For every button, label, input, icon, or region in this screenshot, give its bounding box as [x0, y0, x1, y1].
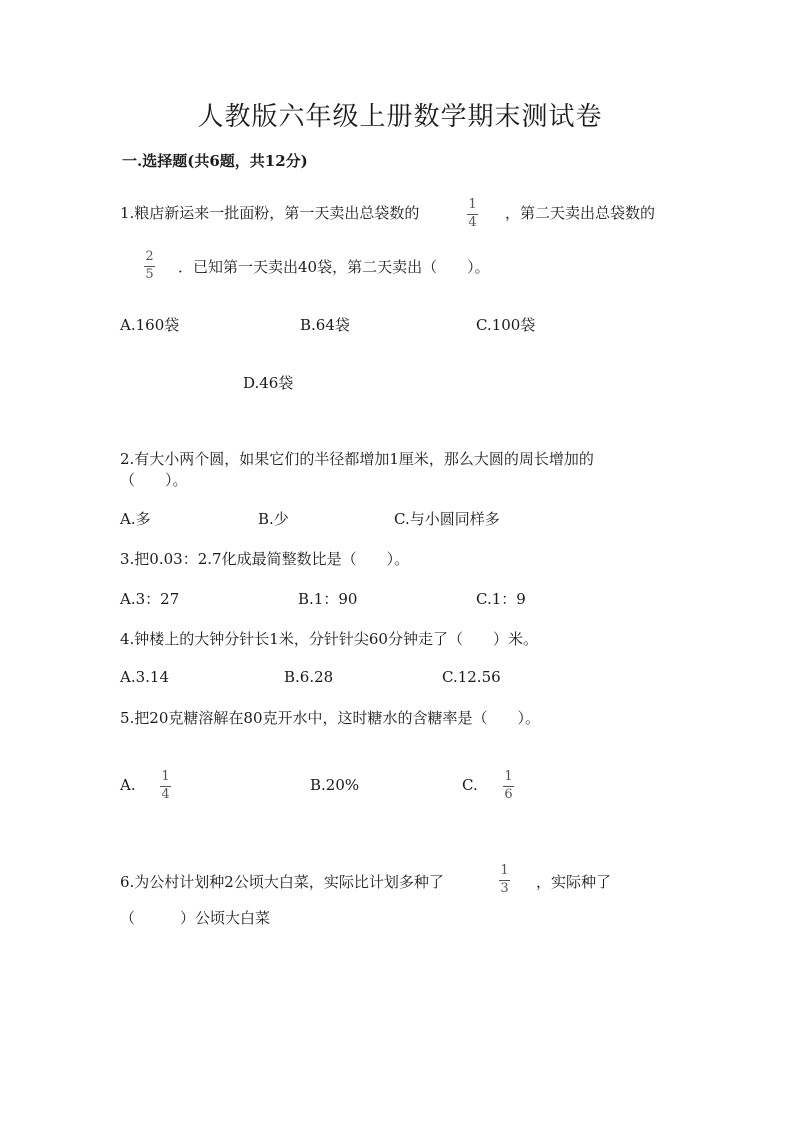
q1-text-part1: 1.粮店新运来一批面粉，第一天卖出总袋数的	[120, 204, 420, 222]
q1-fraction-2	[144, 250, 155, 282]
q2-text-line1: 2.有大小两个圆，如果它们的半径都增加1厘米，那么大圆的周长增加的	[120, 450, 594, 468]
page-title: 人教版六年级上册数学期末测试卷	[197, 102, 603, 132]
q3-text: 3.把0.03：2.7化成最简整数比是（ ）。	[120, 550, 410, 568]
q1-text-part3: ．已知第一天卖出40袋，第二天卖出（ ）。	[178, 258, 490, 276]
q1-fraction-1	[467, 198, 478, 230]
fraction-denominator: 5	[145, 267, 154, 282]
q3-option-b: B.1：90	[298, 590, 358, 608]
q2-option-b: B.少	[258, 510, 289, 528]
q6-text-line2: （ ）公顷大白菜	[120, 909, 271, 927]
q1-option-d: D.46袋	[243, 374, 294, 392]
q1-option-b: B.64袋	[300, 316, 350, 334]
fraction-denominator: 3	[500, 881, 509, 896]
q6-fraction	[499, 864, 510, 896]
q5-option-b: B.20%	[310, 776, 360, 794]
fraction-denominator: 4	[468, 215, 477, 230]
q1-option-a: A.160袋	[120, 316, 180, 334]
q3-option-c: C.1：9	[476, 590, 526, 608]
q5-option-c-label: C.	[462, 776, 478, 794]
q5-option-c-fraction	[503, 770, 514, 802]
q4-option-b: B.6.28	[284, 668, 334, 686]
fraction-numerator: 1	[468, 197, 477, 212]
q5-option-a-label: A.	[120, 776, 136, 794]
q2-option-c: C.与小圆同样多	[394, 510, 500, 528]
section-heading: 一.选择题(共6题，共12分)	[122, 152, 308, 170]
q1-option-c: C.100袋	[476, 316, 536, 334]
fraction-numerator: 1	[504, 769, 513, 784]
q2-option-a: A.多	[120, 510, 151, 528]
fraction-denominator: 6	[504, 787, 513, 802]
q4-text: 4.钟楼上的大钟分针长1米，分针针尖60分钟走了（ ）米。	[120, 630, 538, 648]
q6-text-part2: ，实际种了	[536, 873, 612, 891]
q4-option-c: C.12.56	[442, 668, 501, 686]
fraction-numerator: 2	[145, 249, 154, 264]
fraction-numerator: 1	[161, 769, 170, 784]
q5-text: 5.把20克糖溶解在80克开水中，这时糖水的含糖率是（ ）。	[120, 709, 540, 727]
q4-option-a: A.3.14	[120, 668, 169, 686]
fraction-denominator: 4	[161, 787, 170, 802]
q6-text-part1: 6.为公村计划种2公顷大白菜，实际比计划多种了	[120, 873, 444, 891]
fraction-numerator: 1	[500, 863, 509, 878]
q1-text-part2: ，第二天卖出总袋数的	[505, 204, 656, 222]
q2-text-line2: （ ）。	[120, 471, 188, 489]
q5-option-a-fraction	[160, 770, 171, 802]
q3-option-a: A.3：27	[120, 590, 180, 608]
